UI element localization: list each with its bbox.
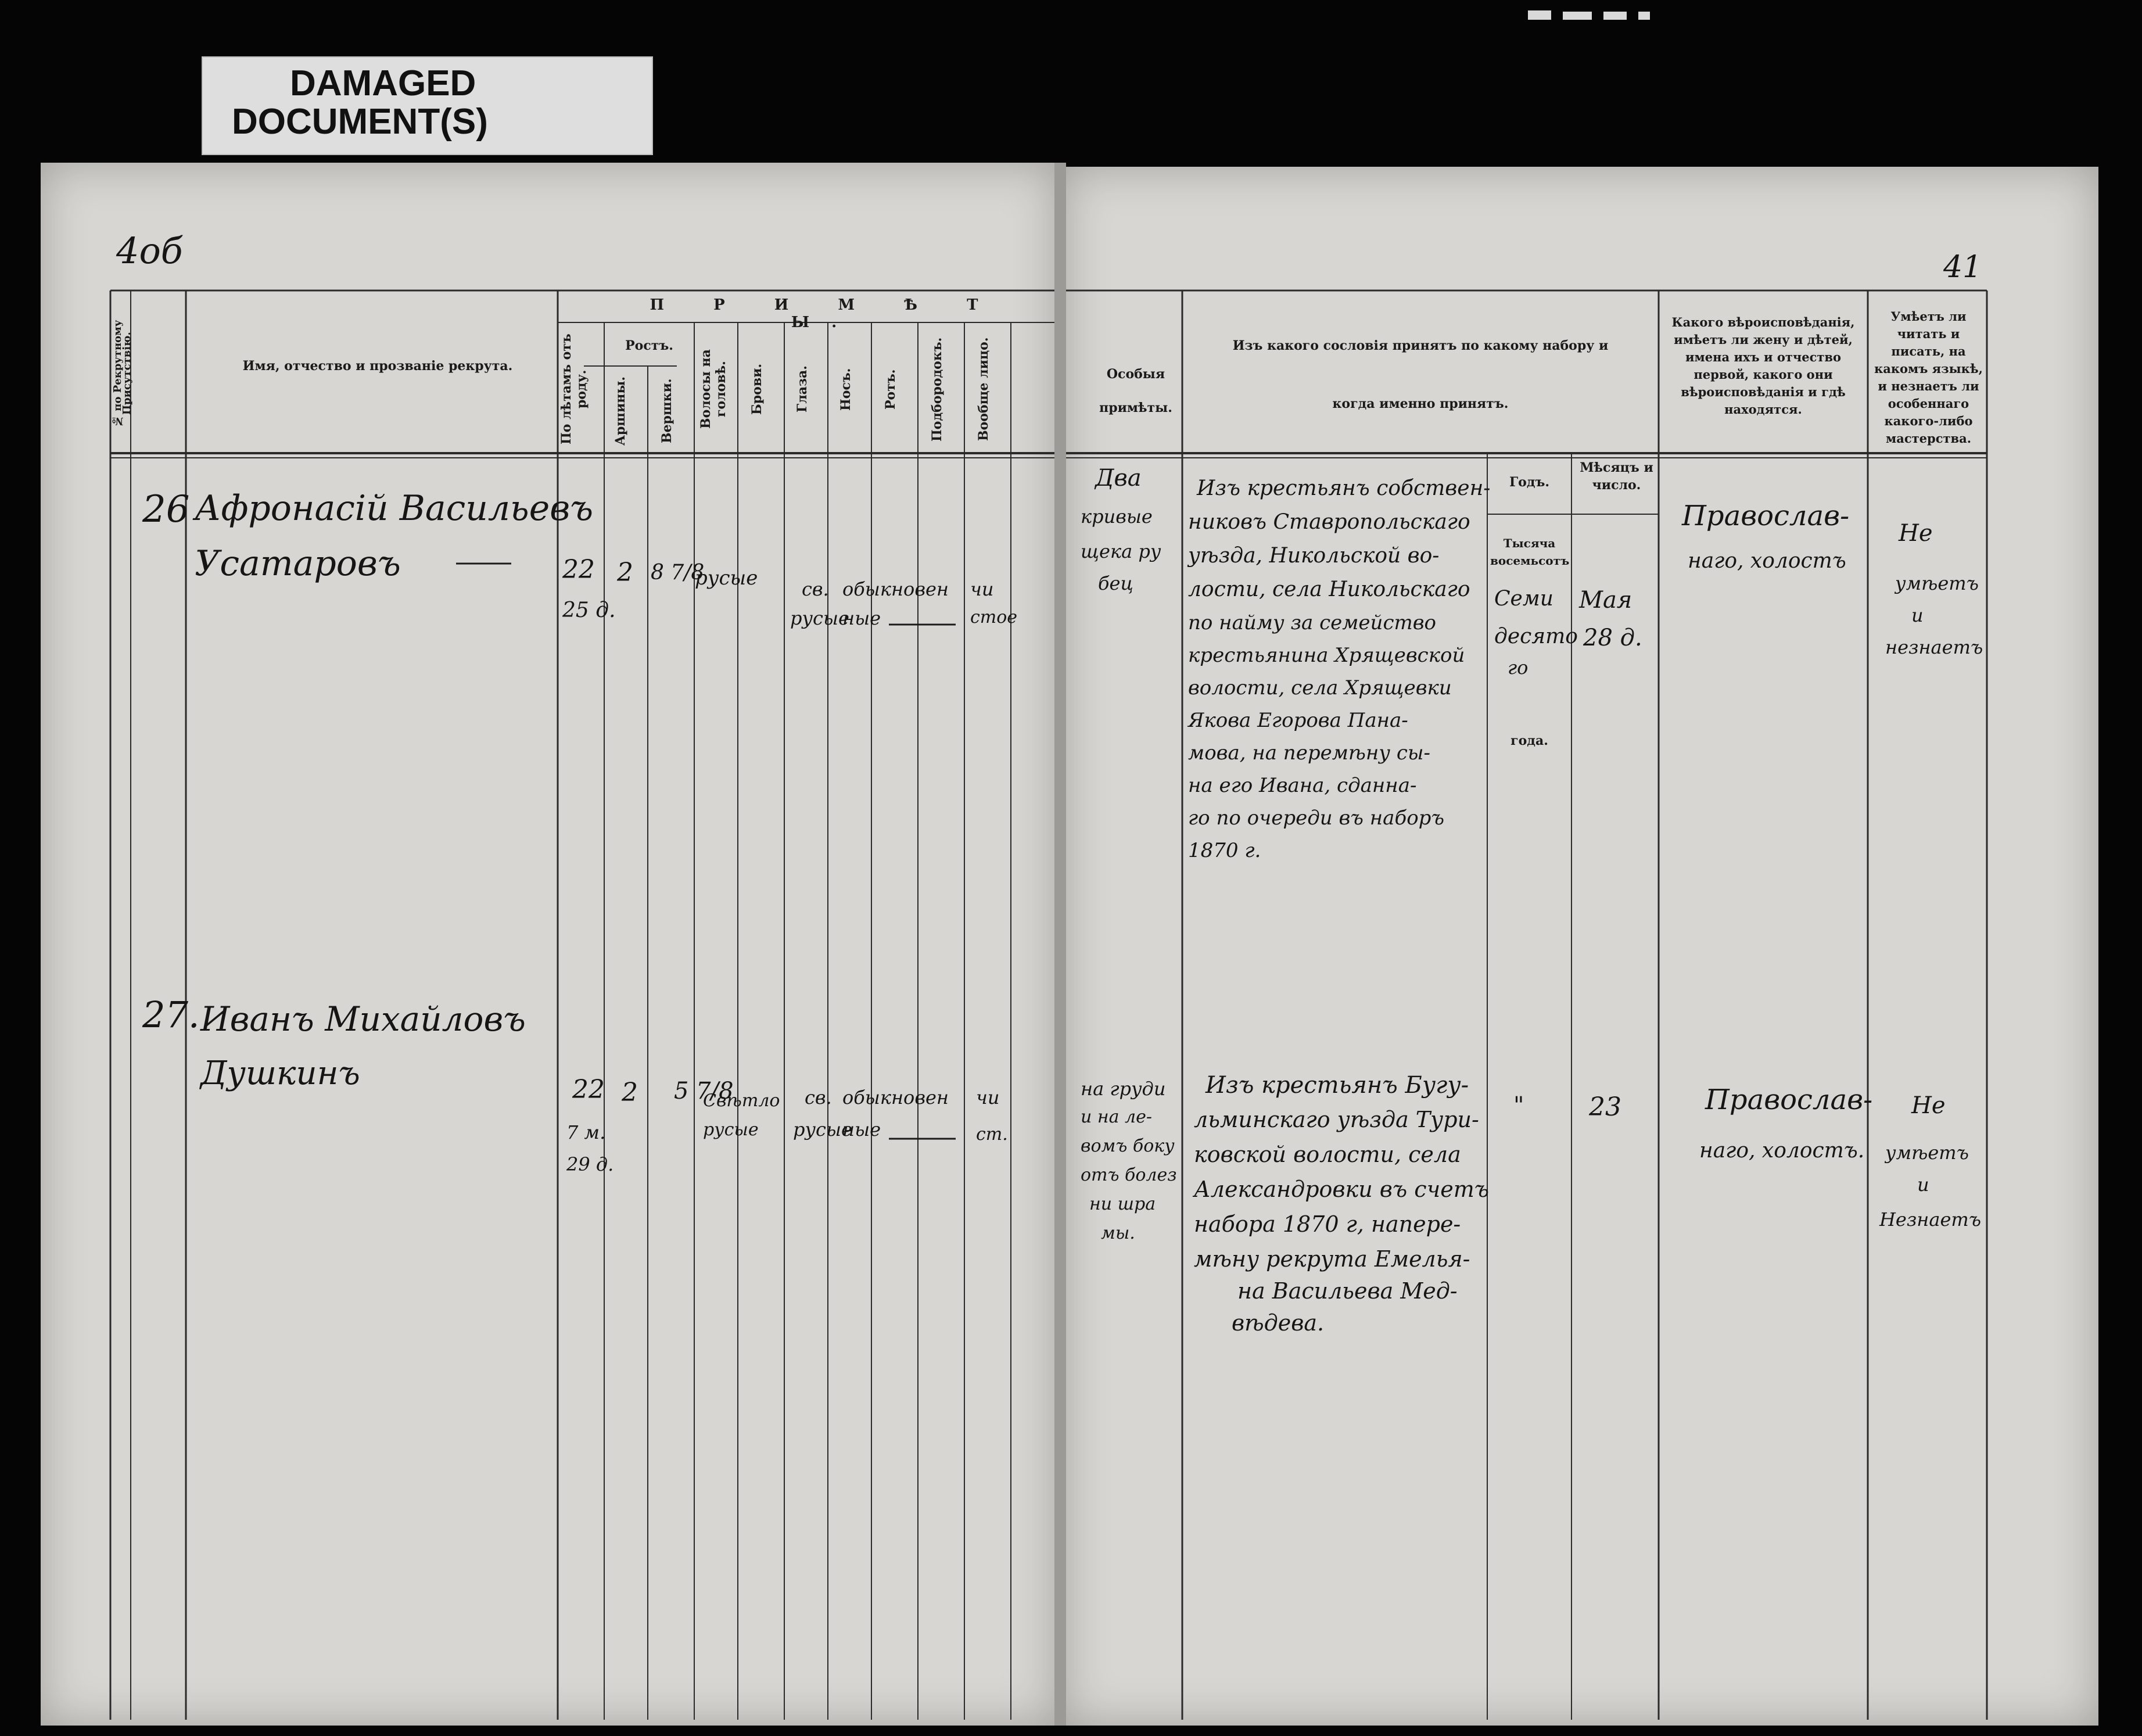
origin-line: на Васильева Мед- (1237, 1278, 1458, 1304)
header-podborodok: Подбородокъ. (930, 337, 945, 442)
header-age: По лѣтамъ отъ роду. (559, 333, 589, 445)
origin-line: лости, села Никольскаго (1188, 578, 1470, 601)
origin-line: ковской волости, села (1194, 1142, 1461, 1167)
eyes-2: ные (842, 607, 881, 629)
header-mesyac: Мѣсяцъ и число. (1580, 460, 1653, 493)
recruit-name-line2: Усатаровъ (195, 543, 401, 584)
age-days: 29 д. (566, 1153, 614, 1175)
literacy-3: и (1917, 1174, 1929, 1196)
brows-2: русые (790, 607, 849, 629)
height-arshiny: 2 (617, 558, 633, 587)
marks-line: отъ болез (1081, 1165, 1177, 1185)
record-number: 27. (142, 993, 200, 1036)
origin-line: набора 1870 г, напере- (1194, 1211, 1461, 1237)
marks-line: щека ру (1081, 540, 1161, 562)
record-number: 26 (142, 488, 190, 531)
marks-line: кривые (1081, 505, 1153, 528)
literacy-4: незнаетъ (1885, 636, 1983, 658)
header-arshiny: Аршины. (613, 376, 628, 446)
eyes-1: обыкновен (842, 578, 949, 600)
literacy-4: Незнаетъ (1879, 1208, 1982, 1231)
header-goda: года. (1510, 733, 1548, 748)
header-brovi: Брови. (749, 363, 765, 415)
header-volosy: Волосы на головѣ. (698, 349, 729, 429)
header-god: Годъ. (1509, 475, 1550, 490)
marks-line: на груди (1081, 1078, 1166, 1100)
origin-line: никовъ Ставропольскаго (1188, 510, 1470, 534)
recruit-name-line2: Душкинъ (200, 1054, 360, 1092)
face-2: стое (970, 607, 1018, 627)
origin-line: Александровки въ счетъ (1194, 1177, 1490, 1202)
marks-line: бец (1098, 572, 1133, 594)
origin-line: уѣзда, Никольской во- (1188, 544, 1440, 568)
religion-2: наго, холостъ (1688, 549, 1846, 573)
brows-1: св. (805, 1086, 832, 1109)
age-days: 25 д. (562, 598, 616, 622)
origin-line: Изъ крестьянъ Бугу- (1205, 1072, 1469, 1099)
origin-line: 1870 г. (1188, 839, 1261, 862)
origin-line: льминскаго уѣзда Тури- (1194, 1107, 1479, 1132)
literacy-1: Не (1899, 520, 1933, 547)
origin-line: вѣдева. (1232, 1310, 1325, 1336)
marks-line: мы. (1101, 1223, 1135, 1243)
marks-line: Два (1095, 465, 1142, 492)
year-2: десято (1494, 625, 1578, 648)
month: Мая (1579, 587, 1632, 614)
header-gramota: Умѣетъ ли читать и писать, на какомъ языкѣ, и незнаетъ ли особеннаго какого-либо мастерства. (1874, 309, 1983, 446)
origin-line: Изъ крестьянъ собствен- (1197, 476, 1491, 500)
header-osobye: Особыя примѣты. (1099, 367, 1172, 415)
day: 28 д. (1583, 625, 1642, 651)
origin-line: крестьянина Хрящевской (1188, 644, 1465, 667)
stamp-line-2: DOCUMENT(S) (232, 102, 488, 142)
height-vershki: 5 7/8 (674, 1078, 734, 1104)
origin-line: го по очереди въ наборъ (1188, 806, 1445, 830)
stamp-line-1: DAMAGED (290, 63, 476, 103)
year-3: го (1508, 657, 1529, 679)
right-page-number: 41 (1943, 250, 1982, 285)
hair-color: Свѣтло русые (703, 1091, 780, 1140)
age-months: 7 м. (566, 1121, 606, 1143)
eyes-1: обыкновен (842, 1086, 949, 1109)
header-number: № по Рекрутному Присутствію. (112, 320, 133, 427)
header-tysyacha: Тысяча восемьсотъ (1490, 536, 1570, 568)
literacy-2: умѣетъ (1895, 572, 1979, 594)
header-lico: Вообще лицо. (976, 337, 991, 442)
header-veroisp: Какого вѣроисповѣданія, имѣетъ ли жену и дѣтей, имена ихъ и отчество первой, какого они вѣроисповѣданія и гдѣ находятся. (1671, 315, 1855, 417)
origin-line: на его Ивана, сданна- (1188, 774, 1417, 797)
origin-line: по найму за семейство (1188, 611, 1436, 634)
age-years: 22 (572, 1075, 605, 1104)
recruit-name-line1: Афронасій Васильевъ (195, 488, 594, 529)
literacy-2: умѣетъ (1885, 1142, 1969, 1164)
header-soslovie-2: когда именно принятъ. (1332, 396, 1509, 411)
religion-2: наго, холостъ. (1699, 1139, 1865, 1163)
religion-1: Православ- (1705, 1084, 1873, 1116)
year: " (1513, 1092, 1524, 1119)
origin-line: Якова Егорова Пана- (1188, 709, 1408, 732)
height-arshiny: 2 (622, 1078, 638, 1107)
face-1: чи (970, 578, 994, 600)
marks-line: ни шра (1089, 1194, 1156, 1214)
recruit-name-line1: Иванъ Михайловъ (200, 999, 526, 1039)
header-soslovie-1: Изъ какого сословія принятъ по какому набору и (1232, 338, 1609, 353)
header-nos: Носъ. (838, 368, 853, 411)
age-years: 22 (562, 555, 595, 584)
hair-color: русые (695, 566, 758, 590)
origin-line: волости, села Хрящевки (1188, 676, 1452, 700)
literacy-1: Не (1911, 1092, 1946, 1119)
header-rost: Ростъ. (625, 338, 673, 353)
height-vershki: 8 7/8 (651, 561, 705, 584)
origin-line: мѣну рекрута Емелья- (1194, 1246, 1470, 1272)
religion-1: Православ- (1682, 500, 1850, 532)
brows-1: св. (802, 578, 829, 600)
header-primety: П Р И М Ѣ Т Ы. (650, 296, 1000, 331)
left-page-number: 4об (116, 229, 183, 272)
header-name: Имя, отчество и прозваніе рекрута. (242, 358, 513, 374)
header-rot: Ротъ. (883, 369, 898, 410)
marks-line: вомъ боку (1081, 1136, 1175, 1156)
literacy-3: и (1911, 604, 1924, 626)
year-1: Семи (1494, 587, 1553, 611)
header-glaza: Глаза. (795, 365, 810, 413)
origin-line: мова, на перемѣну сы- (1188, 741, 1431, 765)
face-1: чи (976, 1086, 1000, 1109)
eyes-2: ные (842, 1118, 881, 1140)
face-2: ст. (976, 1124, 1008, 1145)
day: 23 (1589, 1092, 1621, 1122)
header-vershki: Вершки. (659, 378, 674, 444)
marks-line: и на ле- (1081, 1107, 1153, 1127)
brows-2: русые (793, 1118, 852, 1140)
